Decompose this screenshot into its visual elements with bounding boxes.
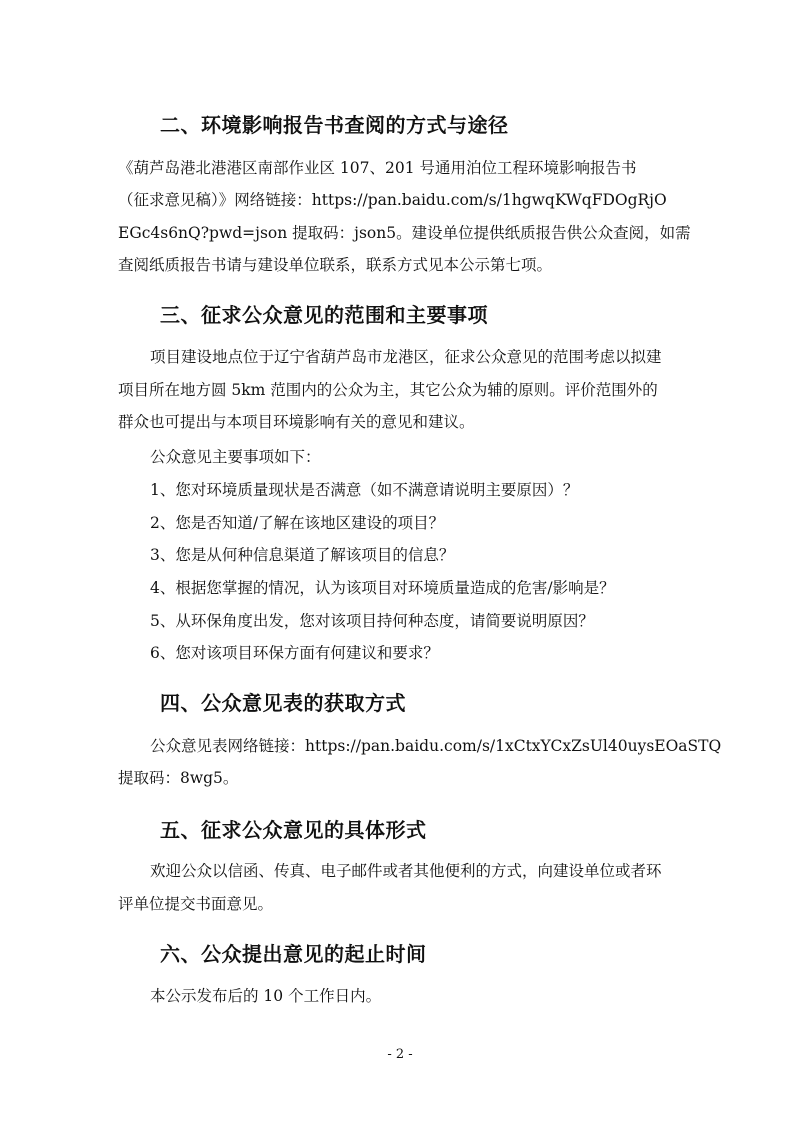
- section-3-line: 项目所在地方圆 5km 范围内的公众为主，其它公众为辅的原则。评价范围外的: [118, 381, 658, 399]
- list-item: 6、您对该项目环保方面有何建议和要求？: [150, 644, 439, 662]
- section-5-line: 评单位提交书面意见。: [118, 895, 274, 913]
- list-item: 3、您是从何种信息渠道了解该项目的信息？: [150, 546, 455, 564]
- section-6-line: 本公示发布后的 10 个工作日内。: [150, 987, 382, 1005]
- section-2-heading: 二、环境影响报告书查阅的方式与途径: [160, 113, 509, 137]
- section-3-line: 项目建设地点位于辽宁省葫芦岛市龙港区，征求公众意见的范围考虑以拟建: [150, 348, 662, 366]
- list-item: 1、您对环境质量现状是否满意（如不满意请说明主要原因）？: [150, 481, 579, 499]
- section-5-heading: 五、征求公众意见的具体形式: [160, 818, 427, 842]
- section-3-heading: 三、征求公众意见的范围和主要事项: [160, 303, 488, 327]
- section-6-heading: 六、公众提出意见的起止时间: [160, 942, 427, 966]
- section-4-line: 公众意见表网络链接：https://pan.baidu.com/s/1xCtxYCxZsUl40uysEOaSTQ: [150, 737, 722, 755]
- section-4-line: 提取码：8wg5。: [118, 769, 239, 787]
- section-4-heading: 四、公众意见表的获取方式: [160, 691, 406, 715]
- section-2-line: EGc4s6nQ?pwd=json 提取码：json5。建设单位提供纸质报告供公众查阅，如需: [118, 224, 691, 242]
- section-2-line: 查阅纸质报告书请与建设单位联系，联系方式见本公示第七项。: [118, 256, 553, 274]
- section-2-line: 《葫芦岛港北港港区南部作业区 107、201 号通用泊位工程环境影响报告书: [118, 159, 637, 177]
- section-3-line: 公众意见主要事项如下：: [150, 448, 321, 466]
- list-item: 2、您是否知道/了解在该地区建设的项目？: [150, 514, 445, 532]
- list-item: 5、从环保角度出发，您对该项目持何种态度，请简要说明原因？: [150, 612, 594, 630]
- list-item: 4、根据您掌握的情况，认为该项目对环境质量造成的危害/影响是？: [150, 579, 615, 597]
- section-3-line: 群众也可提出与本项目环境影响有关的意见和建议。: [118, 413, 475, 431]
- section-5-line: 欢迎公众以信函、传真、电子邮件或者其他便利的方式，向建设单位或者环: [150, 862, 662, 880]
- page-number: - 2 -: [387, 1047, 413, 1062]
- section-2-line: （征求意见稿）》网络链接：https://pan.baidu.com/s/1hgwqKWqFDOgRjO: [118, 191, 667, 209]
